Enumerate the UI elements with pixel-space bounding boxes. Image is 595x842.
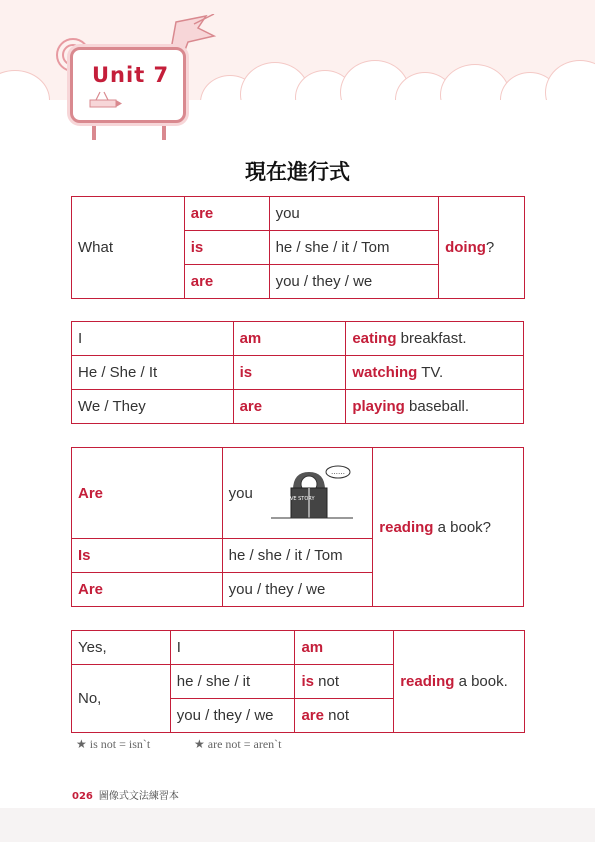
- contraction-note: ★ is not = isn`t: [76, 737, 151, 751]
- table-cell: What: [72, 197, 185, 299]
- table-cell: [373, 448, 524, 607]
- table-cell: are: [184, 265, 269, 299]
- table-cell: [222, 448, 373, 539]
- table-cell: Yes,: [72, 631, 171, 665]
- table-cell: We / They: [72, 390, 234, 424]
- table-cell: are: [233, 390, 346, 424]
- table-cell: [346, 322, 524, 356]
- footer-band: [0, 808, 595, 842]
- verb-ing: eating: [352, 330, 397, 347]
- verb-ing: reading: [400, 673, 455, 690]
- table-cell: [295, 631, 394, 665]
- book-title: 圖像式文法練習本: [98, 791, 179, 802]
- table-cell: he / she / it / Tom: [222, 539, 373, 573]
- verb-ing: watching: [352, 364, 418, 381]
- table-cell: [346, 356, 524, 390]
- pencil-icon: [86, 90, 122, 112]
- table-cell: he / she / it: [170, 665, 295, 699]
- table-cell: I: [72, 322, 234, 356]
- subject-text: you: [228, 484, 253, 502]
- object-text: a book.: [454, 673, 508, 690]
- object-text: TV.: [417, 364, 444, 381]
- table-cell: you / they / we: [269, 265, 439, 299]
- table-cell: you / they / we: [222, 573, 373, 607]
- negation-text: not: [313, 673, 340, 690]
- table-cell: No,: [72, 665, 171, 733]
- contraction-note: ★ are not = aren`t: [194, 737, 282, 751]
- table-cell: am: [233, 322, 346, 356]
- table-cell: [295, 699, 394, 733]
- unit-title: Unit 7: [92, 63, 170, 87]
- page-number: 026: [72, 791, 93, 802]
- verb-text: is: [301, 673, 314, 690]
- girl-reading-icon: [263, 462, 363, 524]
- page-title: 現在進行式: [245, 160, 350, 184]
- object-text: breakfast.: [396, 330, 467, 347]
- grammar-table-yes-no-question: [71, 447, 524, 607]
- table-cell: is: [184, 231, 269, 265]
- book-cover-text: LOVE STORY: [283, 496, 315, 502]
- table-cell: he / she / it / Tom: [269, 231, 439, 265]
- grammar-table-affirmative: [71, 321, 524, 424]
- verb-ing: playing: [352, 398, 405, 415]
- footer: [72, 787, 179, 802]
- table-cell: Are: [72, 448, 223, 539]
- negation-text: not: [324, 707, 350, 724]
- verb-text: are: [301, 707, 324, 724]
- table-cell: I: [170, 631, 295, 665]
- verb-ing: reading: [379, 518, 434, 536]
- table-cell: are: [184, 197, 269, 231]
- object-text: baseball.: [404, 398, 470, 415]
- table-cell: you: [269, 197, 439, 231]
- table-cell: [439, 197, 525, 299]
- verb-text: am: [301, 639, 324, 656]
- table-cell: [394, 631, 525, 733]
- table-cell: is: [233, 356, 346, 390]
- object-text: a book?: [433, 518, 491, 536]
- table-cell: [346, 390, 524, 424]
- verb-ing: doing: [445, 239, 486, 256]
- grammar-table-wh-question: [71, 196, 525, 299]
- table-cell: [295, 665, 394, 699]
- table-cell: you / they / we: [170, 699, 295, 733]
- speech-bubble-text: ……: [330, 468, 345, 476]
- question-mark: ?: [485, 239, 495, 256]
- table-cell: He / She / It: [72, 356, 234, 390]
- table-cell: Are: [72, 573, 223, 607]
- table-cell: Is: [72, 539, 223, 573]
- grammar-table-short-answer: [71, 630, 525, 733]
